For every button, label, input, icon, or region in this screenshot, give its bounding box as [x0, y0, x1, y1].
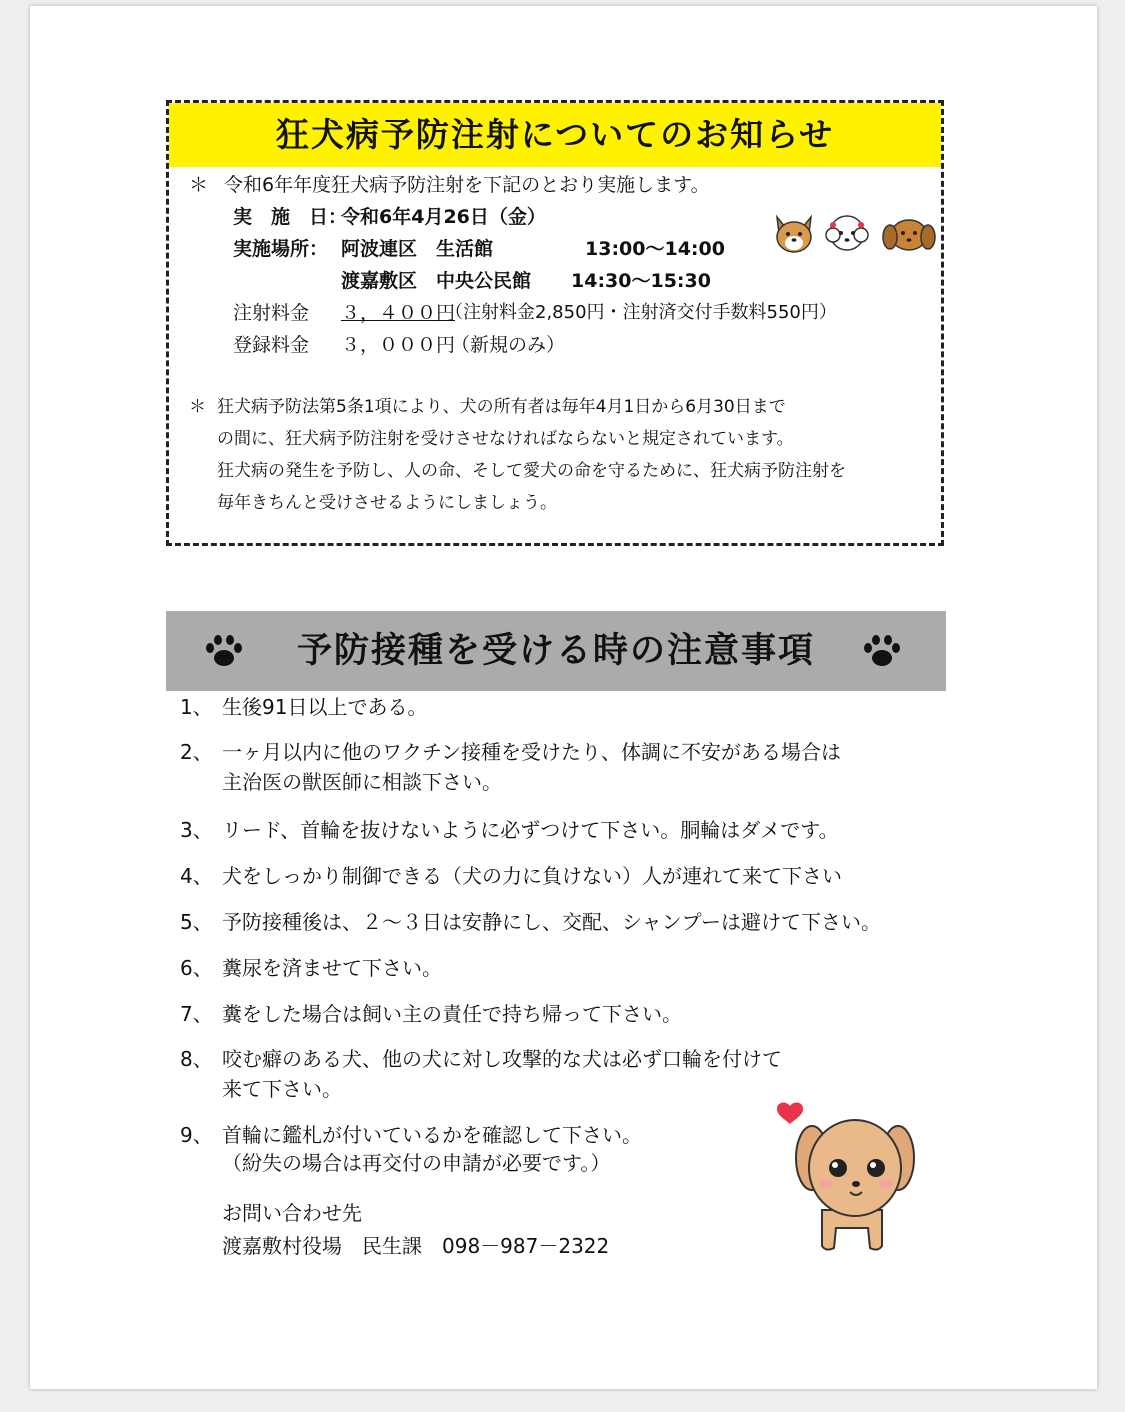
contact-label: お問い合わせ先	[222, 1201, 362, 1225]
item-text: （紛失の場合は再交付の申請が必要です。）	[222, 1151, 611, 1175]
time-2: 14:30～15:30	[571, 270, 711, 292]
registration-value: ３，０００円	[341, 334, 456, 356]
place-1: 阿波連区 生活館	[341, 238, 494, 260]
list-item	[180, 815, 839, 845]
registration-detail: （新規のみ）	[451, 334, 566, 356]
date-value: 令和6年4月26日（金）	[341, 206, 546, 228]
paw-icon	[862, 633, 902, 669]
item-number: 1、	[180, 695, 213, 719]
item-text: 糞尿を済ませて下さい。	[222, 956, 442, 980]
notice-box	[166, 100, 944, 546]
registration-label: 登録料金	[233, 334, 310, 356]
item-text: 犬をしっかり制御できる（犬の力に負けない）人が連れて来て下さい	[222, 864, 842, 888]
list-item	[180, 953, 442, 983]
precautions-title: 予防接種を受ける時の注意事項	[296, 631, 815, 671]
time-1: 13:00～14:00	[585, 238, 725, 260]
list-item	[180, 1120, 642, 1175]
intro-text: 令和6年年度狂犬病予防注射を下記のとおり実施します。	[224, 174, 710, 196]
law-bullet: ＊	[189, 397, 206, 417]
item-number: 2、	[180, 740, 213, 764]
item-text: 糞をした場合は飼い主の責任で持ち帰って下さい。	[222, 1002, 682, 1026]
item-number: 6、	[180, 956, 213, 980]
law-line-1: 狂犬病予防法第5条1項により、犬の所有者は毎年4月1日から6月30日まで	[217, 397, 786, 417]
item-number: 3、	[180, 818, 213, 842]
item-text: 来て下さい。	[222, 1077, 342, 1101]
list-item	[180, 999, 682, 1029]
item-number: 7、	[180, 1002, 213, 1026]
item-text: 予防接種後は、２～３日は安静にし、交配、シャンプーは避けて下さい。	[222, 910, 881, 934]
dog-faces-illustration	[773, 211, 937, 255]
puppy-illustration	[772, 1100, 932, 1260]
list-item	[180, 692, 428, 722]
item-text: 一ヶ月以内に他のワクチン接種を受けたり、体調に不安がある場合は	[222, 740, 841, 764]
item-number: 4、	[180, 864, 213, 888]
list-item	[180, 907, 881, 937]
list-item	[180, 861, 842, 891]
intro-bullet: ＊	[189, 174, 209, 196]
fee-label: 注射料金	[233, 302, 310, 324]
item-text: リード、首輪を抜けないように必ずつけて下さい。胴輪はダメです。	[222, 818, 839, 842]
list-item	[180, 1044, 782, 1101]
law-line-3: 狂犬病の発生を予防し、人の命、そして愛犬の命を守るために、狂犬病予防注射を	[217, 461, 846, 481]
list-item	[180, 737, 841, 794]
item-text: 咬む癖のある犬、他の犬に対し攻撃的な犬は必ず口輪を付けて	[222, 1047, 782, 1071]
item-text: 主治医の獣医師に相談下さい。	[222, 770, 502, 794]
law-line-2: の間に、狂犬病予防注射を受けさせなければならないと規定されています。	[217, 429, 794, 449]
fee-detail: （注射料金2,850円・注射済交付手数料550円）	[445, 302, 837, 323]
law-line-4: 毎年きちんと受けさせるようにしましょう。	[217, 493, 557, 513]
item-number: 8、	[180, 1047, 213, 1071]
precautions-header	[166, 611, 946, 691]
item-number: 5、	[180, 910, 213, 934]
item-text: 首輪に鑑札が付いているかを確認して下さい。	[222, 1123, 642, 1147]
paw-icon	[204, 633, 244, 669]
place-2: 渡嘉敷区 中央公民館	[341, 270, 532, 292]
heart-icon	[777, 1103, 803, 1124]
item-text: 生後91日以上である。	[222, 695, 428, 719]
fee-value: ３，４００円	[341, 302, 456, 324]
item-number: 9、	[180, 1123, 213, 1147]
contact-value: 渡嘉敷村役場 民生課 098－987－2322	[222, 1234, 610, 1258]
notice-title: 狂犬病予防注射についてのお知らせ	[169, 103, 941, 167]
place-label: 実施場所：	[233, 238, 329, 260]
date-label: 実 施 日：	[233, 206, 348, 228]
